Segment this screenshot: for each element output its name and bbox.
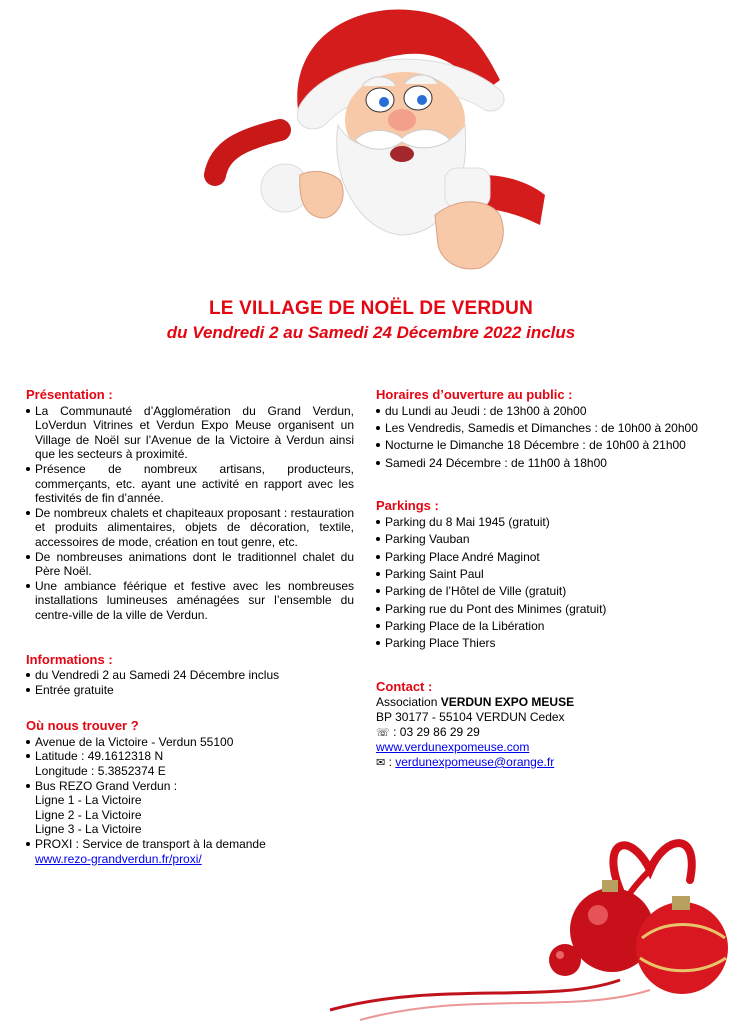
- bus-line: Ligne 3 - La Victoire: [35, 822, 142, 837]
- informations-list: [26, 668, 354, 697]
- phone-line: [376, 725, 721, 741]
- christmas-ornaments-illustration: [320, 830, 742, 1024]
- contact-block: [376, 695, 721, 770]
- presentation-list: [26, 404, 354, 623]
- latitude-text: Latitude : 49.1612318 N: [35, 749, 164, 764]
- website-link[interactable]: www.verdunexpomeuse.com: [376, 740, 530, 755]
- bus-title: Bus REZO Grand Verdun :: [35, 778, 178, 793]
- bus-line: Ligne 1 - La Victoire: [35, 793, 142, 808]
- phone-icon: ☏: [376, 726, 390, 739]
- list-item: Parking Place André Maginot: [376, 550, 721, 565]
- list-item: Samedi 24 Décembre : de 11h00 à 18h00: [376, 456, 721, 471]
- phone-number: : 03 29 86 29 29: [393, 724, 480, 739]
- proxi-link[interactable]: www.rezo-grandverdun.fr/proxi/: [35, 851, 202, 866]
- page-subtitle: du Vendredi 2 au Samedi 24 Décembre 2022 inclus: [166, 323, 576, 342]
- address-item: Avenue de la Victoire - Verdun 55100: [26, 735, 354, 750]
- contact-heading: Contact :: [376, 678, 433, 694]
- association-line: [376, 695, 721, 710]
- hours-list: [376, 404, 721, 471]
- bus-line: Ligne 2 - La Victoire: [35, 807, 142, 822]
- email-link[interactable]: verdunexpomeuse@orange.fr: [395, 754, 555, 769]
- email-prefix: :: [388, 754, 392, 769]
- list-item: du Vendredi 2 au Samedi 24 Décembre inclus: [26, 668, 354, 683]
- list-item: Les Vendredis, Samedis et Dimanches : de 10h00 à 20h00: [376, 421, 721, 436]
- longitude-text: Longitude : 5.3852374 E: [35, 764, 166, 779]
- list-item: Parking Vauban: [376, 532, 721, 547]
- list-item: Parking Place Thiers: [376, 636, 721, 651]
- left-column: [26, 388, 354, 866]
- list-item: Une ambiance féérique et festive avec les nombreuses installations lumineuses aménagées sur l’ensemble du centre-ville de la ville de Verdun.: [26, 579, 354, 623]
- informations-heading: Informations :: [26, 651, 113, 667]
- association-prefix: Association: [376, 695, 438, 710]
- email-line: [376, 755, 721, 771]
- title-block: [0, 298, 742, 343]
- list-item: La Communauté d’Agglomération du Grand Verdun, LoVerdun Vitrines et Verdun Expo Meuse organisent un Village de Noël sur l’Avenue de la Victoire à Verdun ainsi que les secteurs à proximité.: [26, 404, 354, 462]
- proxi-text: PROXI : Service de transport à la demande: [35, 837, 266, 852]
- parkings-heading: Parkings :: [376, 498, 439, 514]
- list-item: Nocturne le Dimanche 18 Décembre : de 10h00 à 21h00: [376, 438, 721, 453]
- coordinates-item: [26, 749, 354, 778]
- list-item: Entrée gratuite: [26, 683, 354, 698]
- email-icon: ✉: [376, 756, 386, 769]
- right-column: [376, 388, 721, 770]
- list-item: du Lundi au Jeudi : de 13h00 à 20h00: [376, 404, 721, 419]
- list-item: De nombreuses animations dont le traditionnel chalet du Père Noël.: [26, 550, 354, 579]
- list-item: Parking de l’Hôtel de Ville (gratuit): [376, 584, 721, 599]
- page-title: LE VILLAGE DE NOËL DE VERDUN: [208, 298, 534, 319]
- list-item: De nombreux chalets et chapiteaux proposant : restauration et produits alimentaires, objets de décoration, textile, accessoires de mode, création en tout genre, etc.: [26, 506, 354, 550]
- parkings-list: [376, 515, 721, 651]
- postal-address: BP 30177 - 55104 VERDUN Cedex: [376, 710, 565, 725]
- list-item: Parking du 8 Mai 1945 (gratuit): [376, 515, 721, 530]
- bus-item: [26, 779, 354, 837]
- presentation-heading: Présentation :: [26, 387, 113, 402]
- list-item: Parking Saint Paul: [376, 567, 721, 582]
- proxi-item: [26, 837, 354, 866]
- list-item: Parking Place de la Libération: [376, 619, 721, 634]
- list-item: Présence de nombreux artisans, producteurs, commerçants, etc. ayant une activité en rapport avec les festivités de fin d’année.: [26, 462, 354, 506]
- location-list: [26, 735, 354, 866]
- hours-heading: Horaires d’ouverture au public :: [376, 387, 573, 402]
- location-heading: Où nous trouver ?: [26, 718, 139, 734]
- association-name: VERDUN EXPO MEUSE: [440, 695, 575, 710]
- list-item: Parking rue du Pont des Minimes (gratuit): [376, 602, 721, 617]
- santa-claus-illustration: [180, 0, 580, 280]
